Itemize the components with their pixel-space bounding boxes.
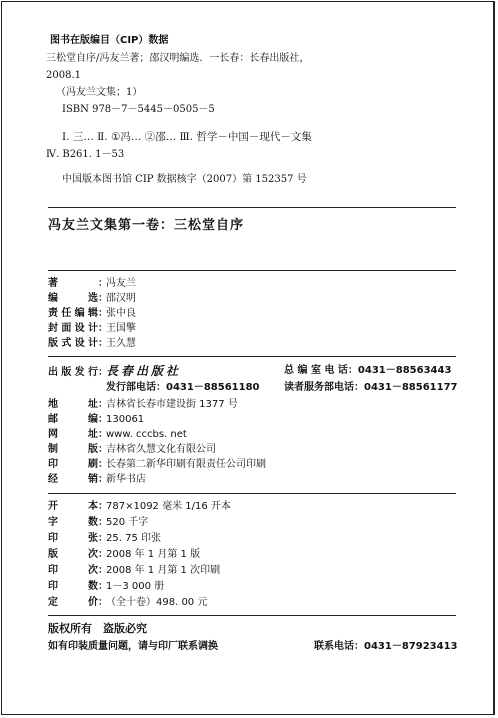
contact-phone: 联系电话：0431－87923413 (314, 641, 458, 652)
cip-series: （冯友兰文集；1） (56, 87, 143, 98)
spec-row: 版次：2008 年 1 月第 1 版 (48, 549, 201, 560)
cip-data-number: 中国版本图书馆 CIP 数据核字（2007）第 152357 号 (62, 174, 307, 185)
credit-label: 编选 (48, 293, 98, 304)
cip-subjects: Ⅰ. 三… Ⅱ. ①冯… ②邵… Ⅲ. 哲学－中国－现代－文集 (62, 131, 312, 143)
divider (48, 356, 456, 357)
detail-value: 130061 (106, 414, 145, 425)
spec-label: 印次 (48, 565, 98, 576)
detail-value: www. cccbs. net (106, 429, 187, 440)
reader-service-phone: 读者服务部电话：0431－88561177 (284, 382, 458, 393)
publisher-row: 出版发行：長春出版社 (48, 364, 182, 378)
spec-row: 字数：520 千字 (48, 517, 149, 528)
spec-value: 2008 年 1 月第 1 版 (106, 549, 201, 560)
divider (48, 615, 456, 616)
detail-label: 网址 (48, 429, 98, 440)
detail-label: 地址 (48, 399, 98, 410)
detail-label: 制版 (48, 444, 98, 455)
detail-value: 吉林省长春市建设街 1377 号 (106, 399, 238, 410)
publisher-detail-row: 印刷：长春第二新华印刷有限责任公司印刷 (48, 459, 266, 470)
detail-value: 吉林省久慧文化有限公司 (106, 444, 216, 455)
spec-row: 定价：（全十卷）498. 00 元 (48, 597, 208, 608)
quality-notice: 如有印装质量问题，请与印厂联系调换 (48, 641, 218, 652)
credit-value: 王国擎 (106, 323, 136, 334)
credit-label: 版式设计 (48, 338, 98, 349)
spec-value: 787×1092 毫米 1/16 开本 (106, 501, 231, 512)
cip-classification: Ⅳ. B261. 1－53 (46, 149, 125, 160)
credit-label: 责任编辑 (48, 308, 98, 319)
publisher-label: 出版发行 (48, 367, 98, 378)
detail-label: 印刷 (48, 459, 98, 470)
spec-value: 25. 75 印张 (106, 533, 161, 544)
divider (48, 207, 456, 208)
detail-value: 长春第二新华印刷有限责任公司印刷 (106, 459, 266, 470)
publisher-detail-row: 网址：www. cccbs. net (48, 429, 187, 440)
cip-heading: 图书在版编目（CIP）数据 (50, 35, 169, 46)
spec-value: （全十卷）498. 00 元 (106, 597, 208, 608)
book-title: 冯友兰文集第一卷：三松堂自序 (48, 218, 245, 233)
credit-value: 张中良 (106, 308, 136, 319)
cip-line-1: 三松堂自序/冯友兰著；邵汉明编选．一长春：长春出版社， (46, 53, 310, 64)
spec-label: 印张 (48, 533, 98, 544)
credit-value: 邵汉明 (106, 293, 136, 304)
spec-row: 开本：787×1092 毫米 1/16 开本 (48, 501, 231, 512)
credit-row: 责任编辑：张中良 (48, 308, 136, 319)
distribution-phone: 发行部电话：0431－88561180 (106, 382, 260, 393)
spec-row: 印张：25. 75 印张 (48, 533, 161, 544)
credit-row: 著 ：冯友兰 (48, 278, 136, 289)
spec-label: 版次 (48, 549, 98, 560)
credit-row: 封面设计：王国擎 (48, 323, 136, 334)
detail-value: 新华书店 (106, 474, 146, 485)
credit-value: 冯友兰 (106, 278, 136, 289)
credit-row: 版式设计：王久慧 (48, 338, 136, 349)
credit-label: 封面设计 (48, 323, 98, 334)
spec-label: 印数 (48, 581, 98, 592)
credit-value: 王久慧 (106, 338, 136, 349)
divider (48, 270, 456, 271)
publisher-detail-row: 邮编：130061 (48, 414, 145, 425)
copyright-notice: 版权所有 盗版必究 (48, 622, 147, 635)
spec-row: 印次：2008 年 1 月第 1 次印刷 (48, 565, 221, 576)
spec-label: 定价 (48, 597, 98, 608)
spec-value: 1－3 000 册 (106, 581, 165, 592)
credit-row: 编选：邵汉明 (48, 293, 136, 304)
spec-label: 开本 (48, 501, 98, 512)
cip-line-2: 2008.1 (46, 70, 81, 81)
editorial-office-phone: 总 编 室 电 话：0431－88563443 (284, 365, 452, 376)
cip-isbn: ISBN 978－7－5445－0505－5 (62, 104, 215, 115)
credit-label: 著 (48, 278, 58, 289)
spec-label: 字数 (48, 517, 98, 528)
spec-row: 印数：1－3 000 册 (48, 581, 165, 592)
publisher-detail-row: 经销：新华书店 (48, 474, 146, 485)
detail-label: 经销 (48, 474, 98, 485)
publisher-logo: 長春出版社 (106, 364, 182, 378)
spec-value: 520 千字 (106, 517, 149, 528)
publisher-detail-row: 地址：吉林省长春市建设街 1377 号 (48, 399, 238, 410)
spec-value: 2008 年 1 月第 1 次印刷 (106, 565, 221, 576)
detail-label: 邮编 (48, 414, 98, 425)
divider (48, 493, 456, 494)
publisher-detail-row: 制版：吉林省久慧文化有限公司 (48, 444, 216, 455)
